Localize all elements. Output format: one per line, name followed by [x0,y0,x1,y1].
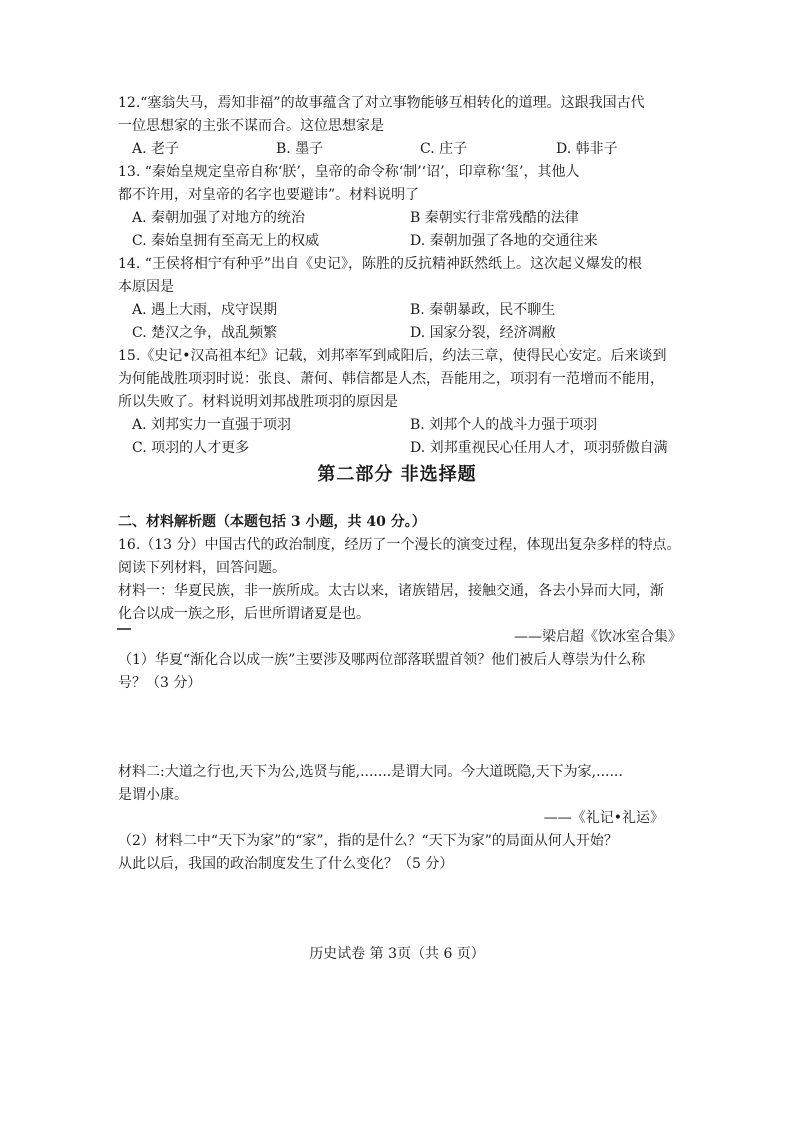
q14-option-a: A. 遇上大雨，戍守误期 [132,302,278,318]
q15-option-a: A. 刘邦实力一直强于项羽 [132,417,292,433]
q15-stem-line1: 15.《史记•汉高祖本纪》记载，刘邦率军到咸阳后，约法三章，使得民心安定。后来谈到 [118,348,667,364]
q15-stem-line3: 所以失败了。材料说明刘邦战胜项羽的原因是 [118,394,398,410]
q16-material1-line2: 化合以成一族之形，后世所谓诸夏是也。 [118,606,370,622]
q14-option-d: D. 国家分裂，经济凋敝 [410,325,556,341]
q14-option-b: B. 秦朝暴政，民不聊生 [410,302,556,318]
q16-material2-source: ——《礼记•礼运》 [543,810,664,826]
q16-material2-line2: 是谓小康。 [118,787,188,803]
q16-material1-line1: 材料一：华夏民族，非一族所成。太古以来，诸族错居，接触交通，各去小异而大同，渐 [118,583,664,599]
q12-stem-line1: 12.“塞翁失马，焉知非福”的故事蕴含了对立事物能够互相转化的道理。这跟我国古代 [118,95,645,111]
q12-option-d: D. 韩非子 [556,141,618,157]
q16-sub1-line2: 号？（3 分） [118,675,202,691]
q13-stem-line2: 都不许用，对皇帝的名字也要避讳”。材料说明了 [118,187,420,203]
q16-sub1-line1: （1）华夏“渐化合以成一族”主要涉及哪两位部落联盟首领？他们被后人尊崇为什么称 [118,652,646,668]
q12-option-c: C. 庄子 [420,141,468,157]
q16-sub2-line2: 从此以后，我国的政治制度发生了什么变化？（5 分） [118,856,454,872]
q16-material1-source: ——梁启超《饮冰室合集》 [514,629,682,645]
scan-mark [117,628,131,630]
q16-stem-line2: 阅读下列材料，回答问题。 [118,560,286,576]
q13-option-a: A. 秦朝加强了对地方的统治 [132,210,306,226]
q16-sub2-line1: （2）材料二中“天下为家”的“家”，指的是什么？“天下为家”的局面从何人开始？ [118,833,618,849]
q13-stem-line1: 13. “秦始皇规定皇帝自称‘朕’，皇帝的命令称‘制’‘诏’，印章称‘玺’，其他人 [118,164,580,180]
q15-option-c: C. 项羽的人才更多 [132,440,250,456]
q14-stem-line2: 本原因是 [118,279,174,295]
q12-option-a: A. 老子 [132,141,180,157]
page-footer: 历史试卷 第 3页（共 6 页） [309,946,485,962]
q13-option-c: C. 秦始皇拥有至高无上的权威 [132,233,320,249]
q12-stem-line2: 一位思想家的主张不谋而合。这位思想家是 [118,118,384,134]
q12-option-b: B. 墨子 [276,141,324,157]
q14-stem-line1: 14. “王侯将相宁有种乎”出自《史记》，陈胜的反抗精神跃然纸上。这次起义爆发的根 [118,256,643,272]
q15-stem-line2: 为何能战胜项羽时说：张良、萧何、韩信都是人杰，吾能用之，项羽有一范增而不能用， [118,371,664,387]
q13-option-b: B 秦朝实行非常残酷的法律 [410,210,579,226]
q15-option-d: D. 刘邦重视民心任用人才，项羽骄傲自满 [410,440,668,456]
q16-stem-line1: 16.（13 分）中国古代的政治制度，经历了一个漫长的演变过程，体现出复杂多样的特点。 [118,537,681,553]
part2-section-heading: 二、材料解析题（本题包括 3 小题，共 40 分。） [118,514,426,530]
q15-option-b: B. 刘邦个人的战斗力强于项羽 [410,417,598,433]
q16-material2-line1: 材料二:大道之行也,天下为公,选贤与能,.......是谓大同。今大道既隐,天下为家,...... [118,764,623,780]
q13-option-d: D. 秦朝加强了各地的交通往来 [410,233,598,249]
part2-title: 第二部分 非选择题 [317,464,477,485]
q14-option-c: C. 楚汉之争，战乱频繁 [132,325,278,341]
